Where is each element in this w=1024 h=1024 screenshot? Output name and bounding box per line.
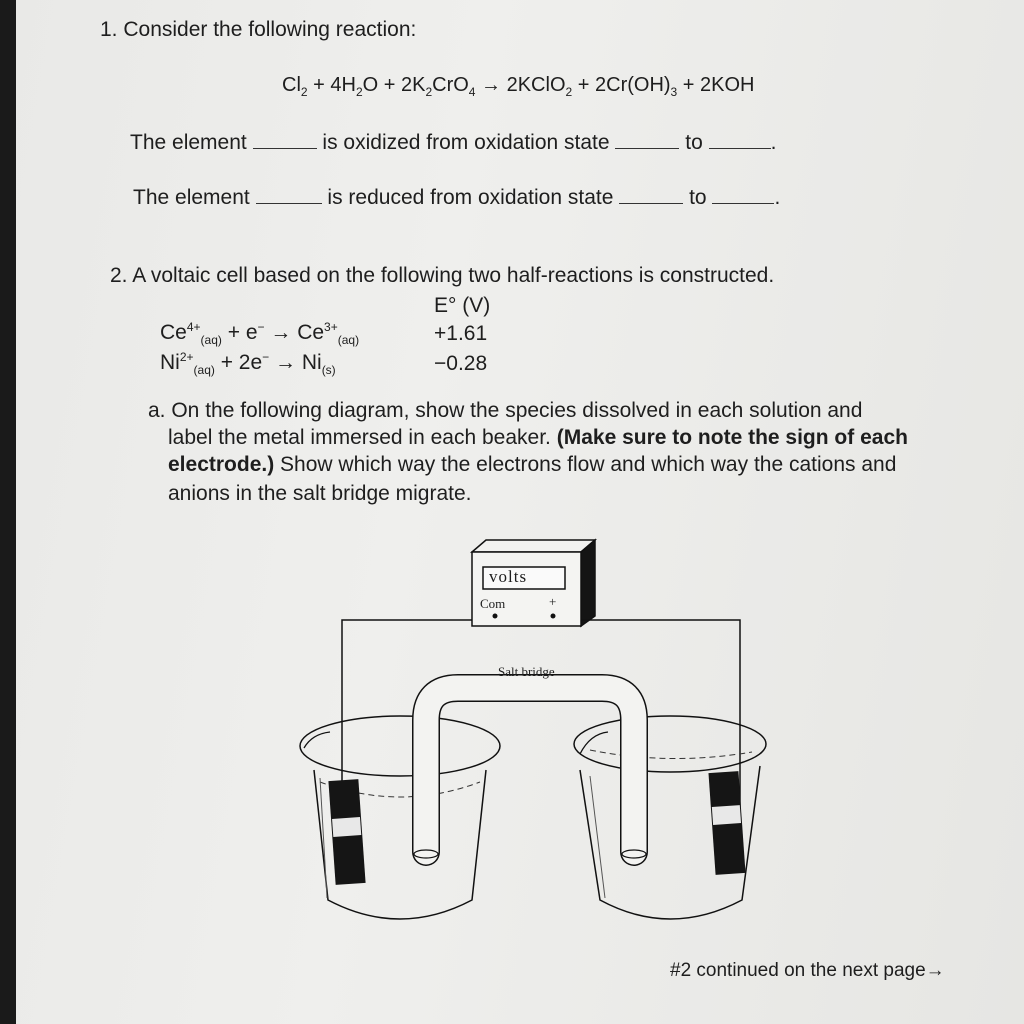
potential-cerium: +1.61 (434, 322, 488, 345)
part-a-line-4: anions in the salt bridge migrate. (168, 482, 472, 505)
q2-prompt: 2. A voltaic cell based on the following two half-reactions is constructed. (110, 264, 775, 287)
continued-note: #2 continued on the next page→ (670, 960, 945, 981)
half-reaction-nickel: $Ni^{2+}_{(aq)} + 2e^- \to Ni_{(s)}$ (160, 350, 336, 378)
plus-label: + (549, 594, 557, 609)
salt-bridge-label: Salt bridge (498, 664, 555, 679)
reduced-to-state-blank[interactable] (712, 185, 774, 204)
com-label: Com (480, 596, 506, 611)
half-reaction-cerium: $Ce^{4+}_{(aq)} + e^- \to Ce^{3+}_{(aq)}$ (160, 320, 360, 348)
right-beaker (574, 716, 766, 919)
left-beaker (300, 716, 500, 919)
voltaic-cell-diagram (290, 530, 780, 940)
voltmeter-label: volts (489, 567, 528, 586)
q1-reaction: $Cl_2 + 4H_2O + 2K_2CrO_4$ → 2KClO$_2$ + $2Cr(OH)_3 + 2KOH$ (282, 74, 755, 99)
q1-line-oxidized: The element is oxidized from oxidation state to . (130, 131, 777, 154)
potential-header: E° (V) (434, 294, 491, 317)
plus-terminal[interactable] (551, 614, 556, 619)
part-a-line-2: label the metal immersed in each beaker. (Make sure to note the sign of each (168, 426, 908, 449)
oxidized-element-blank[interactable] (253, 130, 317, 149)
oxidized-from-state-blank[interactable] (615, 130, 679, 149)
oxidized-to-state-blank[interactable] (709, 130, 771, 149)
q1-line-reduced: The element is reduced from oxidation state to . (133, 186, 781, 209)
reduced-from-state-blank[interactable] (619, 185, 683, 204)
com-terminal[interactable] (493, 614, 498, 619)
left-wire (342, 620, 472, 830)
part-a-line-1: a. On the following diagram, show the species dissolved in each solution and (148, 399, 863, 422)
part-a-line-3: electrode.) Show which way the electrons flow and which way the cations and (168, 453, 897, 476)
q1-prompt: 1. Consider the following reaction: (100, 18, 417, 41)
reduced-element-blank[interactable] (256, 185, 322, 204)
potential-nickel: −0.28 (434, 352, 488, 375)
